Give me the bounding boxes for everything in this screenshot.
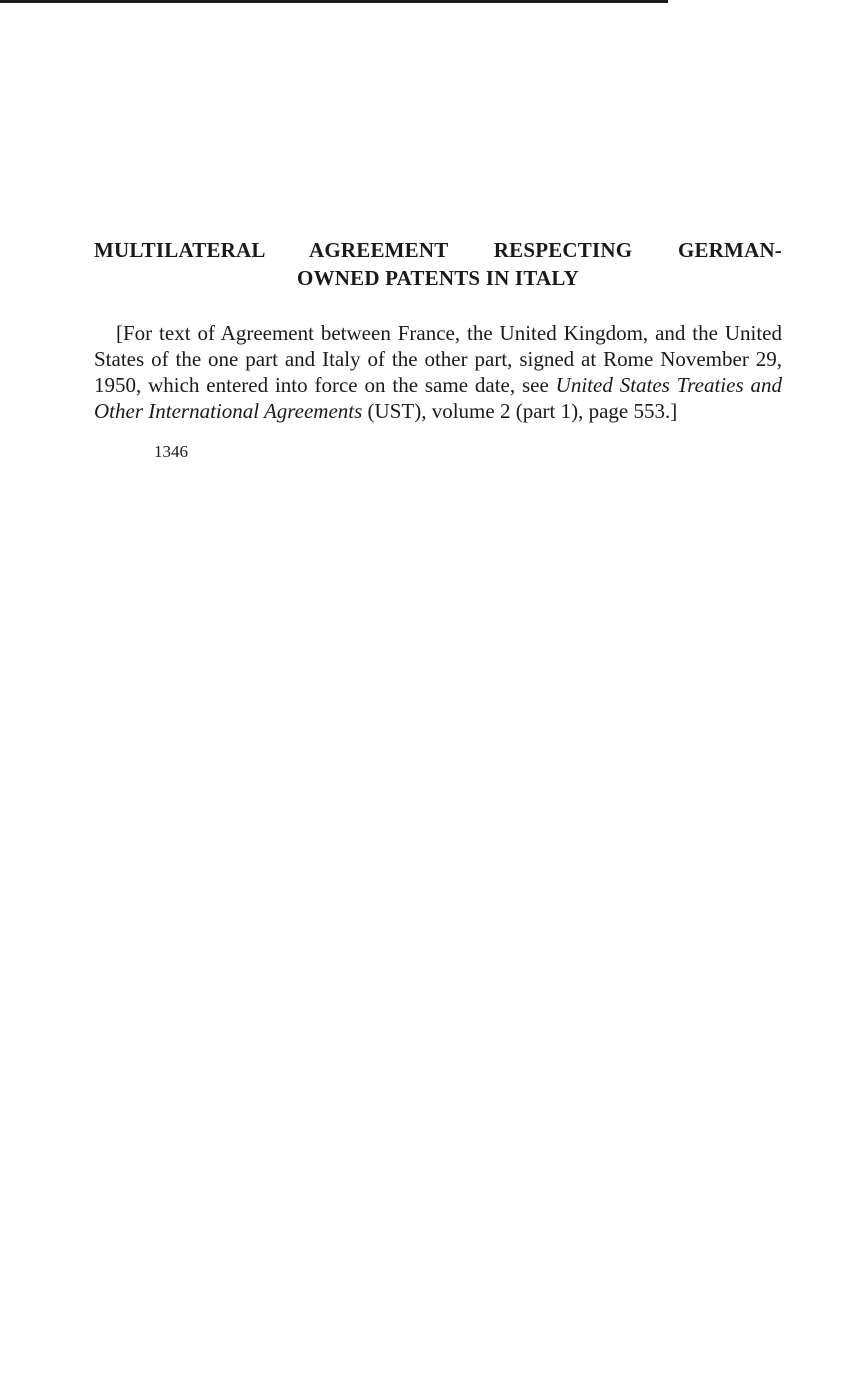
page-content — [94, 236, 782, 462]
heading-line-1: MULTILATERAL AGREEMENT RESPECTING GERMAN- — [94, 238, 782, 262]
top-rule — [0, 0, 668, 3]
document-heading — [94, 236, 782, 292]
ust-publication-title: United States Treaties and Other International Agreements — [94, 373, 782, 423]
heading-line-2: OWNED PATENTS IN ITALY — [297, 266, 579, 290]
agreement-note — [94, 320, 782, 424]
agreement-note-text: [For text of Agreement between France, the United Kingdom, and the United States of the one part and Italy of the other part, signed at Rome November 29, 1950, which entered into force on the same date, see — [94, 321, 782, 397]
page-number: 1346 — [154, 442, 188, 461]
agreement-note-reference: (UST), volume 2 (part 1), page 553.] — [362, 399, 678, 423]
